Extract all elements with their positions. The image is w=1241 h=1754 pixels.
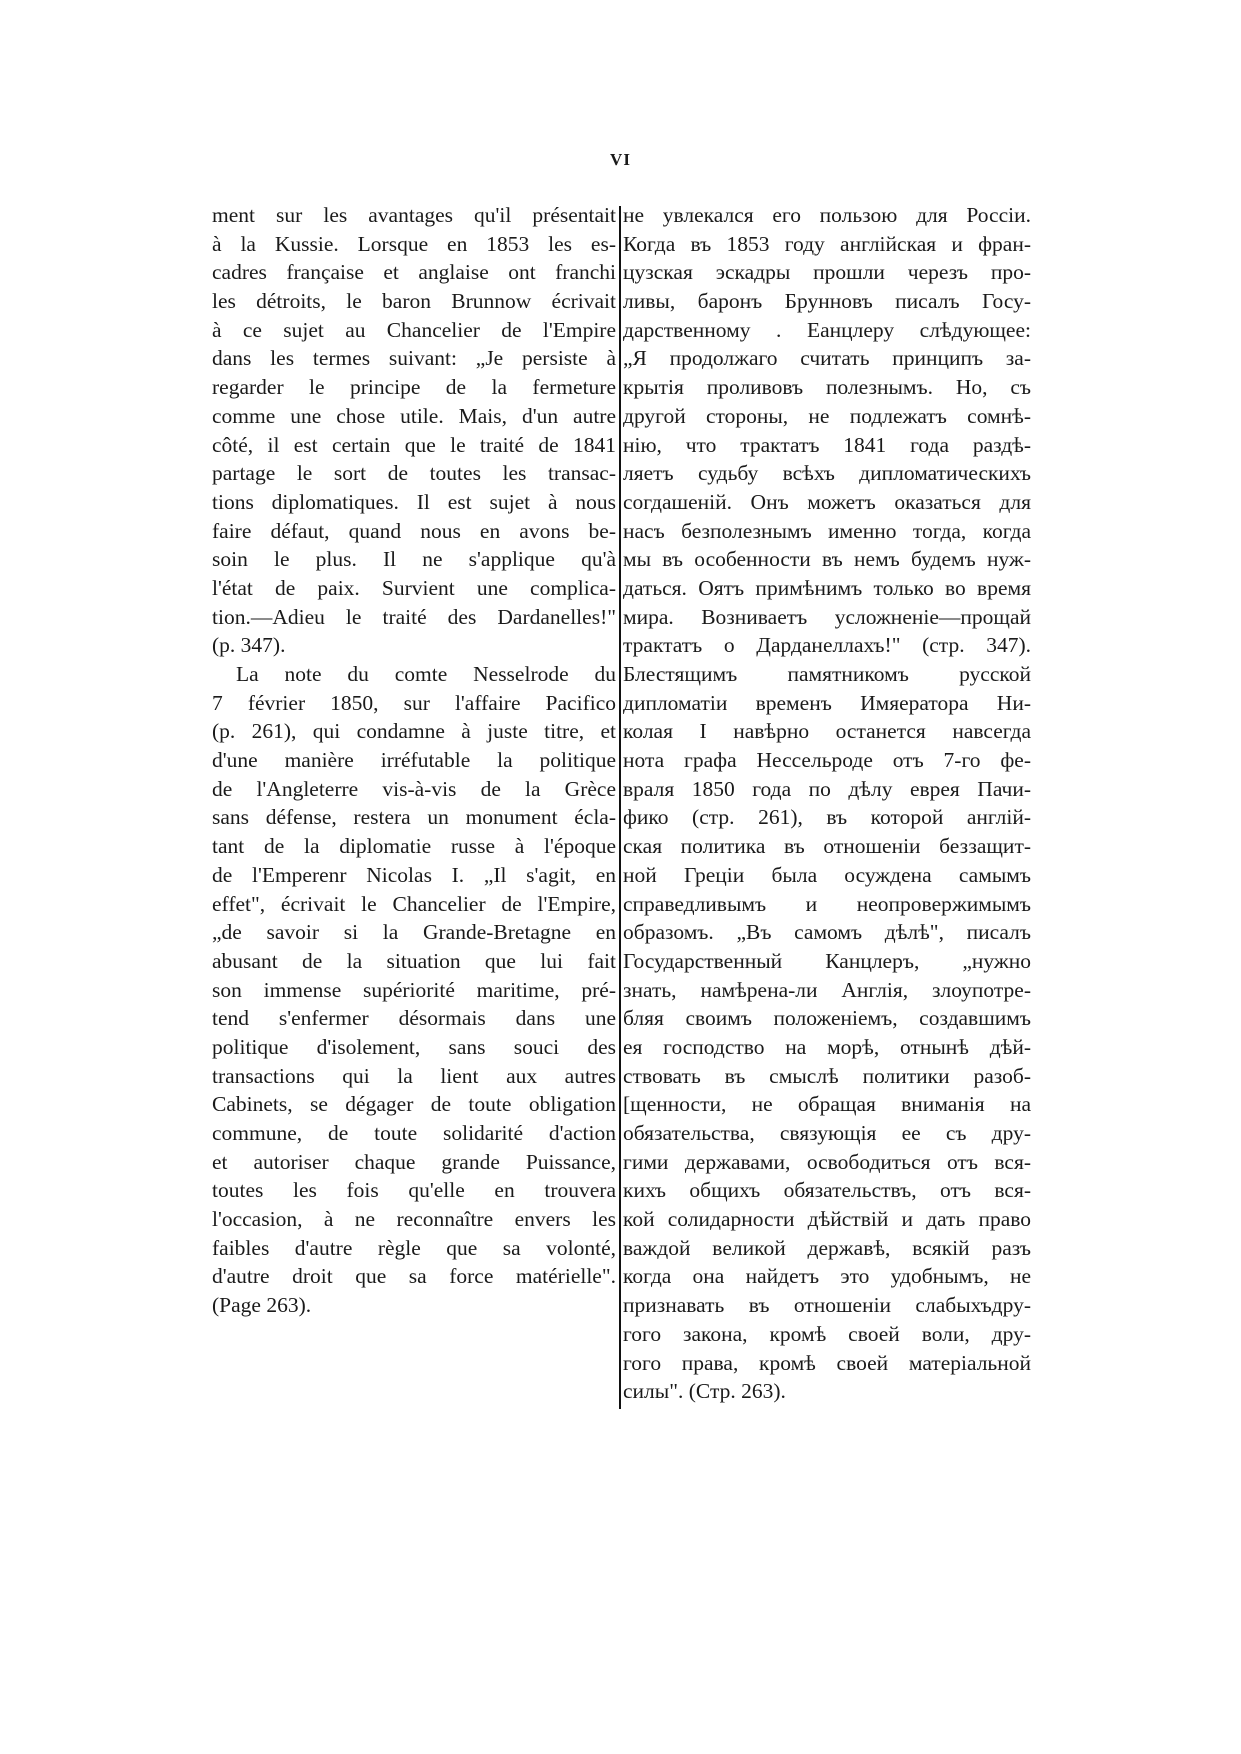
text-line: гого закона, кромѣ своей воли, дру-	[623, 1321, 1031, 1346]
text-line: ливы, баронъ Брунновъ писалъ Госу-	[623, 289, 1031, 314]
text-line: soin le plus. Il ne s'applique qu'à	[212, 547, 616, 572]
text-line: tant de la diplomatie russe à l'époque	[212, 834, 616, 859]
text-line: dans les termes suivant: „Je persiste à	[212, 346, 616, 371]
text-line: согдашеній. Онъ можетъ оказаться для	[623, 489, 1031, 514]
column-divider	[619, 206, 621, 1409]
text-line: Cabinets, se dégager de toute obligation	[212, 1092, 616, 1117]
text-line: мы въ особенности въ немъ будемъ нуж-	[623, 547, 1031, 572]
text-line: abusant de la situation que lui fait	[212, 948, 616, 973]
text-line: Государственный Канцлеръ, „нужно	[623, 948, 1031, 973]
text-line: дарственному . Еанцлеру слѣдующее:	[623, 317, 1031, 342]
text-line: мира. Возниваетъ усложненіе—прощай	[623, 604, 1031, 629]
text-line: гими державами, освободиться отъ вся-	[623, 1149, 1031, 1174]
text-line: tions diplomatiques. Il est sujet à nous	[212, 489, 616, 514]
text-line: крытія проливовъ полезнымъ. Но, съ	[623, 375, 1031, 400]
text-line: важдой великой державѣ, всякій разъ	[623, 1235, 1031, 1260]
text-line: нота графа Нессельроде отъ 7-го фе-	[623, 748, 1031, 773]
text-line: et autoriser chaque grande Puissance,	[212, 1149, 616, 1174]
text-line: sans défense, restera un monument écla-	[212, 805, 616, 830]
text-line: tion.—Adieu le traité des Dardanelles!"	[212, 604, 616, 629]
text-line: знать, намѣрена-ли Англія, злоупотре-	[623, 977, 1031, 1002]
text-line: transactions qui la lient aux autres	[212, 1063, 616, 1088]
text-line: toutes les fois qu'elle en trouvera	[212, 1178, 616, 1203]
text-line: commune, de toute solidarité d'action	[212, 1121, 616, 1145]
text-line: кихъ общихъ обязательствъ, отъ вся-	[623, 1178, 1031, 1203]
text-line: d'autre droit que sa force matérielle".	[212, 1264, 616, 1289]
text-line: tend s'enfermer désormais dans une	[212, 1006, 616, 1031]
text-line: de l'Angleterre vis-à-vis de la Grèce	[212, 776, 616, 801]
text-line: образомъ. „Въ самомъ дѣлѣ", писалъ	[623, 920, 1031, 945]
text-line: нію, что трактатъ 1841 года раздѣ-	[623, 432, 1031, 457]
text-line: effet", écrivait le Chancelier de l'Empire,	[212, 891, 616, 916]
text-line: (p. 347).	[212, 633, 286, 658]
text-line: ствовать въ смыслѣ политики разоб-	[623, 1063, 1031, 1088]
text-line: l'occasion, à ne reconnaître envers les	[212, 1207, 616, 1232]
text-line: l'état de paix. Survient une complica-	[212, 575, 616, 600]
text-line: ская политика въ отношеніи беззащит-	[623, 834, 1031, 859]
text-line: когда она найдетъ это удобнымъ, не	[623, 1264, 1031, 1289]
text-line: кой солидарности дѣйствій и дать право	[623, 1207, 1031, 1232]
text-line: son immense supériorité maritime, pré-	[212, 977, 616, 1002]
text-line: другой стороны, не подлежатъ сомнѣ-	[623, 403, 1031, 428]
text-line: цузская эскадры прошли черезъ про-	[623, 260, 1031, 285]
text-line: ея господство на морѣ, отнынѣ дѣй-	[623, 1034, 1031, 1059]
text-line: колая I навѣрно останется навсегда	[623, 719, 1031, 744]
text-line: à la Kussie. Lorsque en 1853 les es-	[212, 231, 616, 256]
text-line: cadres française et anglaise ont franchi	[212, 260, 616, 285]
text-line: обязательства, связующія ее съ дру-	[623, 1121, 1031, 1145]
text-line: фико (стр. 261), въ которой англій-	[623, 805, 1031, 830]
text-line: даться. Оятъ примѣнимъ только во время	[623, 575, 1031, 600]
text-line: силы". (Стр. 263).	[623, 1379, 786, 1404]
text-line: partage le sort de toutes les transac-	[212, 461, 616, 486]
text-line: les détroits, le baron Brunnow écrivait	[212, 289, 616, 314]
text-line: насъ безполезнымъ именно тогда, когда	[623, 518, 1031, 543]
text-line: ной Греціи была осуждена самымъ	[623, 862, 1031, 887]
text-line: признавать въ отношеніи слабыхъдру-	[623, 1293, 1031, 1318]
text-line: regarder le principe de la fermeture	[212, 375, 616, 400]
text-line: „Я продолжаго считать принципъ за-	[623, 346, 1031, 371]
text-line: (Page 263).	[212, 1293, 312, 1318]
text-line: дипломатіи временъ Имяератора Ни-	[623, 690, 1031, 715]
text-line: faibles d'autre règle que sa volonté,	[212, 1235, 616, 1260]
text-line: faire défaut, quand nous en avons be-	[212, 518, 616, 543]
text-line: не увлекался его пользою для Россіи.	[623, 203, 1031, 227]
russian-column	[623, 201, 1031, 1406]
page-number: VI	[610, 150, 631, 169]
text-line: ляетъ судьбу всѣхъ дипломатическихъ	[623, 461, 1031, 486]
text-line: 7 février 1850, sur l'affaire Pacifico	[212, 690, 616, 715]
text-line: à ce sujet au Chancelier de l'Empire	[212, 317, 616, 342]
text-line: de l'Emperenr Nicolas I. „Il s'agit, en	[212, 862, 616, 887]
text-line: La note du comte Nesselrode du	[236, 662, 616, 686]
text-line: comme une chose utile. Mais, d'un autre	[212, 403, 616, 428]
text-line: „de savoir si la Grande-Bretagne en	[212, 920, 616, 945]
text-line: [щенности, не обращая вниманія на	[623, 1092, 1031, 1117]
text-line: враля 1850 года по дѣлу еврея Пачи-	[623, 776, 1031, 801]
text-line: (p. 261), qui condamne à juste titre, et	[212, 719, 616, 744]
text-line: politique d'isolement, sans souci des	[212, 1034, 616, 1059]
text-line: трактатъ о Дарданеллахъ!" (стр. 347).	[623, 633, 1031, 658]
text-line: бляя своимъ положеніемъ, создавшимъ	[623, 1006, 1031, 1031]
text-line: Блестящимъ памятникомъ русской	[623, 662, 1031, 686]
text-line: Когда въ 1853 году англійская и фран-	[623, 231, 1031, 256]
text-line: гого права, кромѣ своей матеріальной	[623, 1350, 1031, 1375]
text-line: ment sur les avantages qu'il présentait	[212, 203, 616, 227]
text-line: d'une manière irréfutable la politique	[212, 748, 616, 773]
text-line: справедливымъ и неопровержимымъ	[623, 891, 1031, 916]
french-column	[212, 201, 616, 1320]
text-line: côté, il est certain que le traité de 1841	[212, 432, 616, 457]
